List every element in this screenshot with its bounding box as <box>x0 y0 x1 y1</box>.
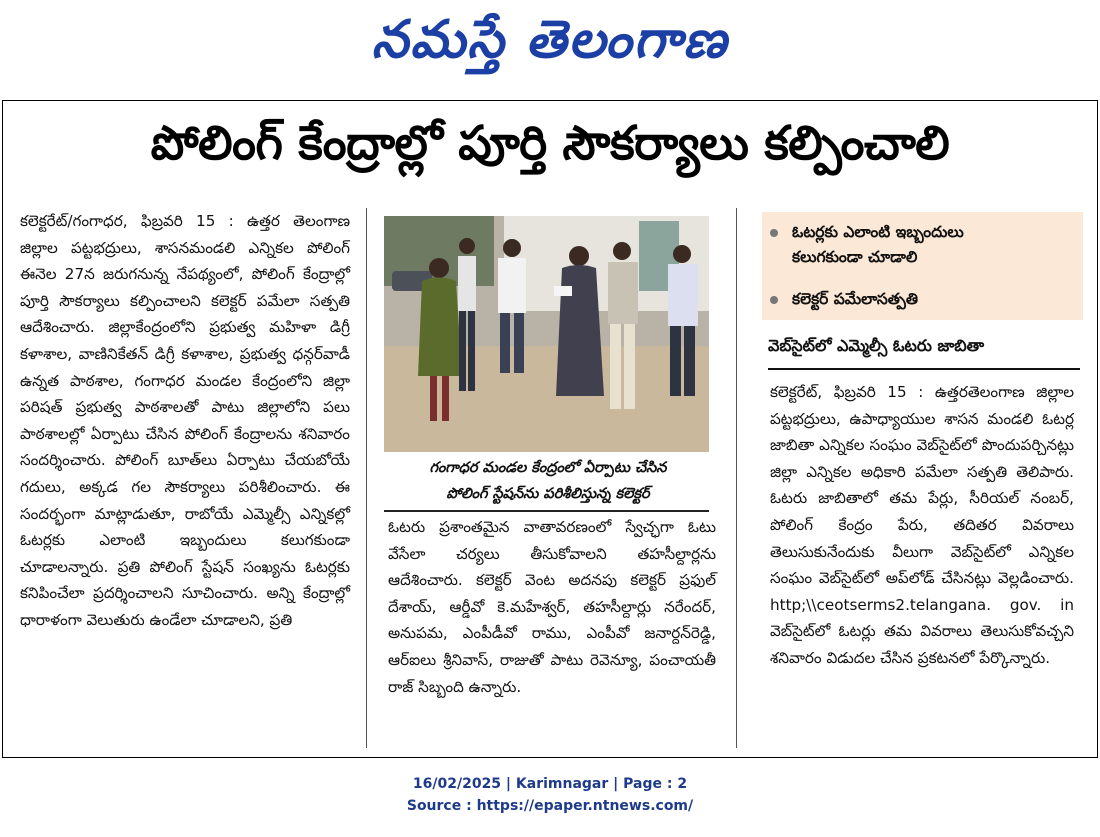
left-column-text: కలెక్టరేట్/గంగాధర, ఫిబ్రవరి 15 : ఉత్తర తెలంగాణ జిల్లాల పట్టభద్రులు, శాసనమండలి ఎన్నికల పోలింగ్ ఈనెల 27న జరుగనున్న నేపథ్యంలో, పోలింగ్ కేంద్రాల్లో పూర్తి సౌకర్యాలు కల్పించాలని కలెక్టర్ పమేలా సత్పతి ఆదేశించారు. జిల్లాకేంద్రంలోని ప్రభుత్వ మహిళా డిగ్రీ కళాశాల, వాణినికేతన్ డిగ్రీ కళాశాల, ప్రభుత్వ ధన్గర్‌వాడీ ఉన్నత పాఠశాల, గంగాధర మండల కేంద్రంలోని జిల్లా పరిషత్ ప్రభుత్వ పాఠశాలతో పాటు జిల్లాలోని పలు పాఠశాలల్లో ఏర్పాటు చేసిన పోలింగ్ కేంద్రాలను శనివారం సందర్శించారు. పోలింగ్ బూత్‌లు ఏర్పాటు చేయబోయే గదులు, అక్కడ గల సౌకర్యాలు పరిశీలించారు. ఈ సందర్భంగా మాట్లాడుతూ, రాబోయే ఎమ్మెల్సీ ఎన్నికల్లో ఓటర్లకు ఎలాంటి ఇబ్బందులు కలుగకుండా చూడాలన్నారు. ప్రతి పోలింగ్ స్టేషన్ సంఖ్యను ఓటర్లకు కనిపించేలా ప్రదర్శించాలని సూచించారు. అన్ని కేంద్రాల్లో ధారాళంగా వెలుతురు ఉండేలా చూడాలని, ప్రతి <box>20 212 350 629</box>
column-divider-left <box>366 208 367 748</box>
sidebar-subheading <box>768 330 1080 364</box>
masthead <box>0 0 1100 92</box>
footer-source: Source : https://epaper.ntnews.com/ <box>406 798 694 814</box>
news-photo <box>384 216 709 452</box>
subheading-text: వెబ్‌సైట్‌లో ఎమ్మెల్సీ ఓటరు జాబితా <box>768 335 985 355</box>
bullet-dot-icon <box>770 296 778 304</box>
photo-illustration <box>384 216 709 452</box>
bullet-dot-icon <box>770 229 778 237</box>
footer-dateline: 16/02/2025 | Karimnagar | Page : 2 <box>412 776 688 792</box>
caption-divider <box>384 510 709 512</box>
highlight-bullet-2 <box>770 287 918 312</box>
headline-text: పోలింగ్ కేంద్రాల్లో పూర్తి సౌకర్యాలు కల్పించాలి <box>150 116 950 171</box>
column-divider-right <box>736 208 737 748</box>
highlight-text: కలెక్టర్ పమేలాసత్పతి <box>792 290 918 308</box>
masthead-title: నమస్తే తెలంగాణ <box>371 9 729 70</box>
article-headline <box>12 108 1088 190</box>
middle-column-text: ఓటరు ప్రశాంతమైన వాతావరణంలో స్వేచ్ఛగా ఓటు వేసేలా చర్యలు తీసుకోవాలని తహసీల్దార్లను ఆదేశించారు. కలెక్టర్ వెంట అదనపు కలెక్టర్ ప్రఫుల్ దేశాయ్, ఆర్డీవో కె.మహేశ్వర్, తహసీల్దార్లు నరేందర్, అనుపమ, ఎంపీడీవో రాము, ఎంపీవో జనార్దన్‌రెడ్డి, ఆర్‌ఐలు శ్రీనివాస్, రాజుతో పాటు రెవెన్యూ, పంచాయతీ రాజ్ సిబ్బంది ఉన్నారు. <box>388 518 716 696</box>
photo-caption: గంగాధర మండల కేంద్రంలో ఏర్పాటు చేసిన పోలింగ్ స్టేషన్‌ను పరిశీలిస్తున్న కలెక్టర్ <box>429 460 667 502</box>
highlight-text: ఓటర్లకు ఎలాంటి ఇబ్బందులు కలుగకుండా చూడాలి <box>792 223 964 266</box>
subheading-underline <box>768 368 1080 370</box>
highlight-bullet-1 <box>770 220 964 270</box>
right-column-text: కలెక్టరేట్, ఫిబ్రవరి 15 : ఉత్తరతెలంగాణ జిల్లాల పట్టభద్రులు, ఉపాధ్యాయుల శాసన మండలి ఓటర్ల జాబితా ఎన్నికల సంఘం వెబ్‌సైట్‌లో పొందుపర్చినట్లు జిల్లా ఎన్నికల అధికారి పమేలా సత్పతి తెలిపారు. ఓటరు జాబితాలో తమ పేర్లు, సీరియల్ నంబర్, పోలింగ్ కేంద్రం పేరు, తదితర వివరాలు తెలుసుకునేందుకు వీలుగా వెబ్‌సైట్‌లో ఎన్నికల సంఘం వెబ్‌సైట్‌లో అప్‌లోడ్ చేసినట్లు వెల్లడించారు. http;\\ceotserms2.telangana. gov. in వెబ్‌సైట్‌లో ఓటర్లు తమ వివరాలు తెలుసుకోవచ్చని శనివారం విడుదల చేసిన ప్రకటనలో పేర్కొన్నారు. <box>770 383 1074 667</box>
